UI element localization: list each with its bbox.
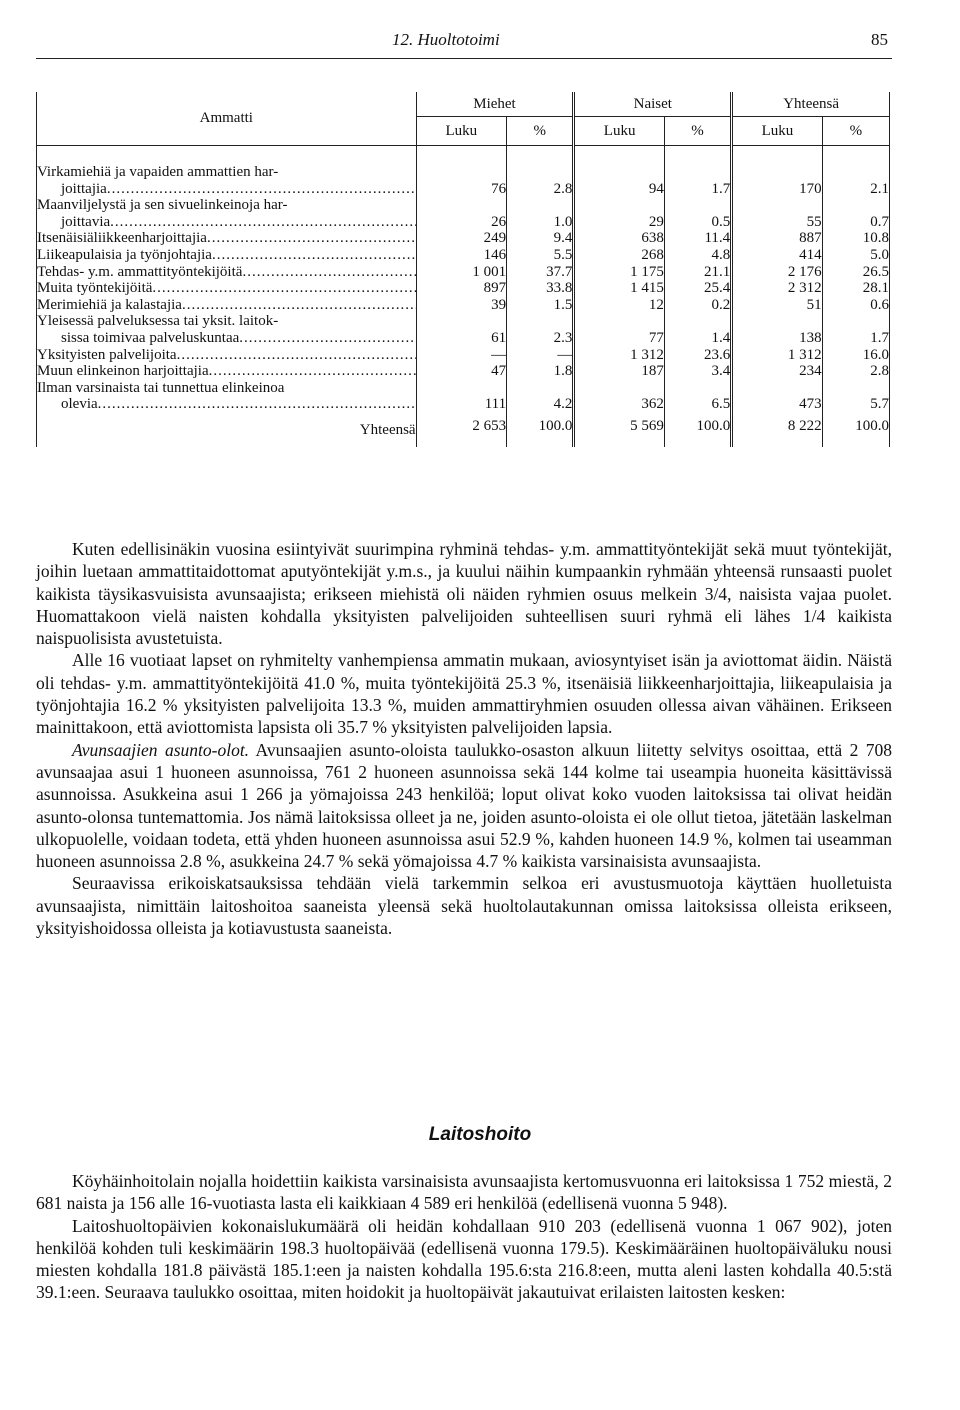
- row-label-text: Itsenäisiäliikkeenharjoittajia: [37, 230, 207, 247]
- cell-n-n: [574, 380, 664, 397]
- cell-m-p: [507, 164, 574, 181]
- occupation-table: [36, 92, 890, 447]
- row-label-text: Muun elinkeinon harjoittajia: [37, 363, 209, 380]
- cell-n-p: 6.5: [664, 396, 731, 413]
- cell-n-n: 362: [574, 396, 664, 413]
- cell-y-n: 234: [732, 363, 822, 380]
- cell-n-n: 94: [574, 181, 664, 198]
- cell-m-p: 1.0: [507, 214, 574, 231]
- paragraph-ryhmat: Kuten edellisinäkin vuosina esiintyivät suurimpina ryhminä tehdas- y.m. ammattityöntekijät sekä muut työntekijät, joihin luetaan ammattitaidottomat aputyöntekijät y.m.s., ja kuului näihin kumpaankin ryhmään yhteensä runsaasti puolet kaikista täysikasvuisista avunsaajista; erikseen miehistä oli näiden ryhmien osuus melkein 3/4, naisista vajaa puolet. Huomattakoon vielä naisten kohdalla yksityisten palvelijoiden suhteellisen suuri ryhmä eli lähes 1/4 kaikista naispuolisista avustetuista.: [36, 539, 892, 649]
- occupation-table-wrapper: [36, 92, 890, 447]
- cell-n-n: 187: [574, 363, 664, 380]
- cell-y-p: 28.1: [822, 280, 889, 297]
- total-m-n: 2 653: [416, 413, 506, 439]
- asunto-lead: Avunsaajien asunto-olot.: [72, 739, 250, 760]
- cell-n-n: 268: [574, 247, 664, 264]
- cell-y-n: 170: [732, 181, 822, 198]
- row-label: [37, 313, 417, 330]
- cell-y-p: 1.7: [822, 330, 889, 347]
- chapter-title: 12. Huoltotoimi: [392, 30, 500, 49]
- row-label-text: Merimiehiä ja kalastajia: [37, 296, 182, 313]
- leader-dots: [98, 396, 416, 412]
- row-label: [37, 181, 417, 198]
- cell-m-p: [507, 380, 574, 397]
- row-label: [37, 197, 417, 214]
- row-label: [37, 247, 417, 264]
- cell-y-n: [732, 197, 822, 214]
- col-header-ammatti: Ammatti: [37, 92, 417, 146]
- cell-m-n: [416, 197, 506, 214]
- table-row: [37, 264, 890, 281]
- cell-y-n: 473: [732, 396, 822, 413]
- cell-y-p: 0.7: [822, 214, 889, 231]
- sub-header-pct: %: [664, 117, 731, 146]
- row-label-text: Maanviljelystä ja sen sivuelinkeinoja har-: [37, 197, 288, 214]
- leader-dots: [239, 330, 416, 346]
- cell-m-n: 47: [416, 363, 506, 380]
- table-row: [37, 363, 890, 380]
- total-m-p: 100.0: [507, 413, 574, 439]
- cell-n-n: 1 312: [574, 347, 664, 364]
- cell-n-p: 0.2: [664, 297, 731, 314]
- cell-y-n: 1 312: [732, 347, 822, 364]
- cell-y-n: 138: [732, 330, 822, 347]
- row-label-text: joittavia: [61, 213, 111, 230]
- laitoshoito-text: [36, 1170, 892, 1304]
- cell-y-p: [822, 313, 889, 330]
- table-row: [37, 247, 890, 264]
- row-label: [37, 396, 417, 413]
- cell-y-n: 51: [732, 297, 822, 314]
- total-n-n: 5 569: [574, 413, 664, 439]
- row-label-text: Virkamiehiä ja vapaiden ammattien har-: [37, 164, 279, 180]
- cell-m-n: 26: [416, 214, 506, 231]
- cell-m-n: 249: [416, 230, 506, 247]
- leader-dots: [152, 280, 416, 296]
- total-label: Yhteensä: [37, 413, 417, 439]
- table-row: [37, 181, 890, 198]
- cell-m-n: [416, 164, 506, 181]
- sub-header-luku: Luku: [416, 117, 506, 146]
- cell-m-p: [507, 197, 574, 214]
- leader-dots: [242, 264, 416, 280]
- paragraph-laitos-1: Köyhäinhoitolain nojalla hoidettiin kaikista varsinaisista avunsaajista kertomusvuonna eri laitoksissa 1 752 miestä, 2 681 naista ja 156 alle 16-vuotiasta lasta eli kaikkiaan 4 589 eri henkilöä (edellisenä vuonna 5 948).: [36, 1171, 892, 1214]
- cell-n-p: 1.7: [664, 181, 731, 198]
- row-label: [37, 164, 417, 181]
- row-label: [37, 363, 417, 380]
- cell-m-p: 1.8: [507, 363, 574, 380]
- cell-y-p: 5.7: [822, 396, 889, 413]
- cell-y-p: 10.8: [822, 230, 889, 247]
- row-label: [37, 347, 417, 364]
- cell-y-p: [822, 380, 889, 397]
- cell-m-p: [507, 313, 574, 330]
- cell-n-p: 25.4: [664, 280, 731, 297]
- group-header-miehet: Miehet: [416, 92, 574, 117]
- leader-dots: [182, 297, 416, 313]
- cell-n-n: [574, 197, 664, 214]
- row-label-text: Ilman varsinaista tai tunnettua elinkeinoa: [37, 379, 285, 396]
- cell-n-p: 4.8: [664, 247, 731, 264]
- table-body: [37, 146, 890, 447]
- cell-n-p: [664, 164, 731, 181]
- cell-m-p: 33.8: [507, 280, 574, 297]
- cell-m-p: 4.2: [507, 396, 574, 413]
- cell-y-n: [732, 164, 822, 181]
- leader-dots: [107, 181, 416, 197]
- cell-m-n: 61: [416, 330, 506, 347]
- row-label: [37, 330, 417, 347]
- body-text: [36, 538, 892, 939]
- row-label-text: Liikeapulaisia ja työnjohtajia: [37, 246, 212, 263]
- table-row: [37, 330, 890, 347]
- cell-y-p: 2.8: [822, 363, 889, 380]
- leader-dots: [212, 247, 416, 263]
- cell-m-p: —: [507, 347, 574, 364]
- cell-n-p: [664, 313, 731, 330]
- table-row: [37, 280, 890, 297]
- row-label: [37, 264, 417, 281]
- cell-n-p: [664, 197, 731, 214]
- cell-m-p: 9.4: [507, 230, 574, 247]
- cell-y-n: 887: [732, 230, 822, 247]
- cell-y-n: [732, 380, 822, 397]
- cell-n-p: 11.4: [664, 230, 731, 247]
- table-row: [37, 214, 890, 231]
- sub-header-pct: %: [507, 117, 574, 146]
- cell-m-n: 897: [416, 280, 506, 297]
- section-title-laitoshoito: Laitoshoito: [428, 1124, 532, 1145]
- cell-m-n: [416, 313, 506, 330]
- sub-header-luku: Luku: [732, 117, 822, 146]
- paragraph-seuraavissa: Seuraavissa erikoiskatsauksissa tehdään vielä tarkemmin selkoa eri avustusmuotoja käyttäen huolletuista avunsaajista, nimittäin laitoshoitoa saaneista yleensä sekä huoltolautakunnan omissa laitoksissa olleista erikseen, yksityishoidossa olleista ja kotiavustusta saaneista.: [36, 873, 892, 939]
- cell-m-p: 2.8: [507, 181, 574, 198]
- cell-y-p: 16.0: [822, 347, 889, 364]
- asunto-text: Avunsaajien asunto-oloista taulukko-osaston alkuun liitetty selvitys osoittaa, että 2 708 avunsaajaa asui 1 huoneen asunnoissa, 761 2 huoneen asunnoissa sekä 144 kolme tai useampia huoneita käsittävissä asunnoissa. Asukkeina asui 1 266 ja yömajoissa 243 henkilöä; loput olivat koko vuoden laitoksissa tai olivat heidän asunto-olonsa tuntemattomia. Jos nämä laitoksissa olleet ja ne, joiden asunto-oloista ei ole ollut tietoa, jätetään laskelman ulkopuolelle, voidaan todeta, että yhden huoneen asunnoissa asui 52.9 %, kahden huoneen 14.9 %, kolmen tai useamman huoneen asunnoissa 2.8 %, asukkeina 24.7 % sekä yömajoissa 4.7 % kaikista varsinaisista avunsaajista.: [36, 739, 892, 872]
- cell-m-n: —: [416, 347, 506, 364]
- row-label: [37, 380, 417, 397]
- cell-n-n: 1 175: [574, 264, 664, 281]
- cell-y-p: 0.6: [822, 297, 889, 314]
- cell-y-n: [732, 313, 822, 330]
- cell-n-n: 638: [574, 230, 664, 247]
- group-header-yhteensa: Yhteensä: [732, 92, 890, 117]
- row-label: [37, 230, 417, 247]
- leader-dots: [110, 214, 416, 230]
- total-y-n: 8 222: [732, 413, 822, 439]
- row-label-text: Tehdas- y.m. ammattityöntekijöitä: [37, 263, 243, 280]
- paragraph-lapset: Alle 16 vuotiaat lapset on ryhmitelty vanhempiensa ammatin mukaan, aviosyntyiset isän ja aviottomat äidin. Näistä oli tehdas- y.m. ammattityöntekijöitä 41.0 %, muita työntekijöitä 25.3 %, itsenäisiä liikkeenharjoittajia, liikeapulaisia ja työnjohtajia 16.2 % yksityisten palvelijoita 13.3 %, muiden ammattiryhmien osuuden ollessa aivan vähäinen. Erikseen mainittakoon, että aviottomista lapsista oli 35.7 % yksityisten palvelijoiden lapsia.: [36, 650, 892, 738]
- paragraph-laitos-2: Laitoshuoltopäivien kokonaislukumäärä oli heidän kohdallaan 910 203 (edellisenä vuonna 1 067 902), joten henkilöä kohden tuli keskimäärin 198.3 huoltopäivää (edellisenä vuonna 179.5). Keskimääräinen huoltopäiväluku nousi miesten kohdalla 181.8 päivästä 185.1:een ja naisten kohdalla 195.6:sta 216.8:een, mutta aleni lasten kohdalla 40.5:stä 39.1:een. Seuraava taulukko osoittaa, miten hoidokit ja huoltopäivät jakautuivat erilaisten laitosten kesken:: [36, 1215, 892, 1303]
- cell-m-p: 1.5: [507, 297, 574, 314]
- group-header-naiset: Naiset: [574, 92, 732, 117]
- cell-n-p: [664, 380, 731, 397]
- total-y-p: 100.0: [822, 413, 889, 439]
- row-label-text: olevia: [61, 396, 98, 413]
- table-row: [37, 164, 890, 181]
- table-row: [37, 347, 890, 364]
- cell-n-p: 3.4: [664, 363, 731, 380]
- cell-n-n: 29: [574, 214, 664, 231]
- header-rule: [36, 58, 892, 59]
- cell-m-p: 37.7: [507, 264, 574, 281]
- row-label-text: Muita työntekijöitä: [37, 280, 153, 297]
- table-row: [37, 230, 890, 247]
- row-label: [37, 280, 417, 297]
- row-label-text: sissa toimivaa palveluskuntaa: [61, 329, 240, 346]
- leader-dots: [209, 363, 416, 379]
- paragraph-asunto: [36, 739, 892, 873]
- cell-n-n: [574, 164, 664, 181]
- cell-n-n: [574, 313, 664, 330]
- page-number: 85: [871, 30, 888, 49]
- row-label: [37, 297, 417, 314]
- row-label-text: Yleisessä palveluksessa tai yksit. laitok-: [37, 313, 279, 330]
- cell-y-p: 2.1: [822, 181, 889, 198]
- cell-y-n: 2 312: [732, 280, 822, 297]
- leader-dots: [177, 347, 417, 363]
- running-header: [36, 30, 888, 56]
- cell-n-p: 1.4: [664, 330, 731, 347]
- cell-y-p: 26.5: [822, 264, 889, 281]
- cell-m-n: 76: [416, 181, 506, 198]
- table-row: [37, 380, 890, 397]
- sub-header-pct: %: [822, 117, 889, 146]
- row-label: [37, 214, 417, 231]
- cell-m-n: 146: [416, 247, 506, 264]
- cell-n-p: 0.5: [664, 214, 731, 231]
- cell-y-n: 2 176: [732, 264, 822, 281]
- cell-m-n: 39: [416, 297, 506, 314]
- leader-dots: [207, 230, 416, 246]
- row-label-text: Yksityisten palvelijoita: [37, 346, 177, 363]
- cell-m-n: 1 001: [416, 264, 506, 281]
- row-label-text: joittajia: [61, 180, 107, 197]
- cell-m-p: 5.5: [507, 247, 574, 264]
- cell-y-p: [822, 197, 889, 214]
- cell-n-n: 1 415: [574, 280, 664, 297]
- table-row: [37, 297, 890, 314]
- table-row: [37, 313, 890, 330]
- cell-m-n: [416, 380, 506, 397]
- cell-n-p: 23.6: [664, 347, 731, 364]
- total-row: [37, 413, 890, 439]
- cell-y-p: [822, 164, 889, 181]
- cell-n-n: 77: [574, 330, 664, 347]
- cell-n-n: 12: [574, 297, 664, 314]
- sub-header-luku: Luku: [574, 117, 664, 146]
- cell-n-p: 21.1: [664, 264, 731, 281]
- table-row: [37, 396, 890, 413]
- cell-m-n: 111: [416, 396, 506, 413]
- cell-y-p: 5.0: [822, 247, 889, 264]
- table-row: [37, 197, 890, 214]
- cell-y-n: 414: [732, 247, 822, 264]
- cell-y-n: 55: [732, 214, 822, 231]
- total-n-p: 100.0: [664, 413, 731, 439]
- cell-m-p: 2.3: [507, 330, 574, 347]
